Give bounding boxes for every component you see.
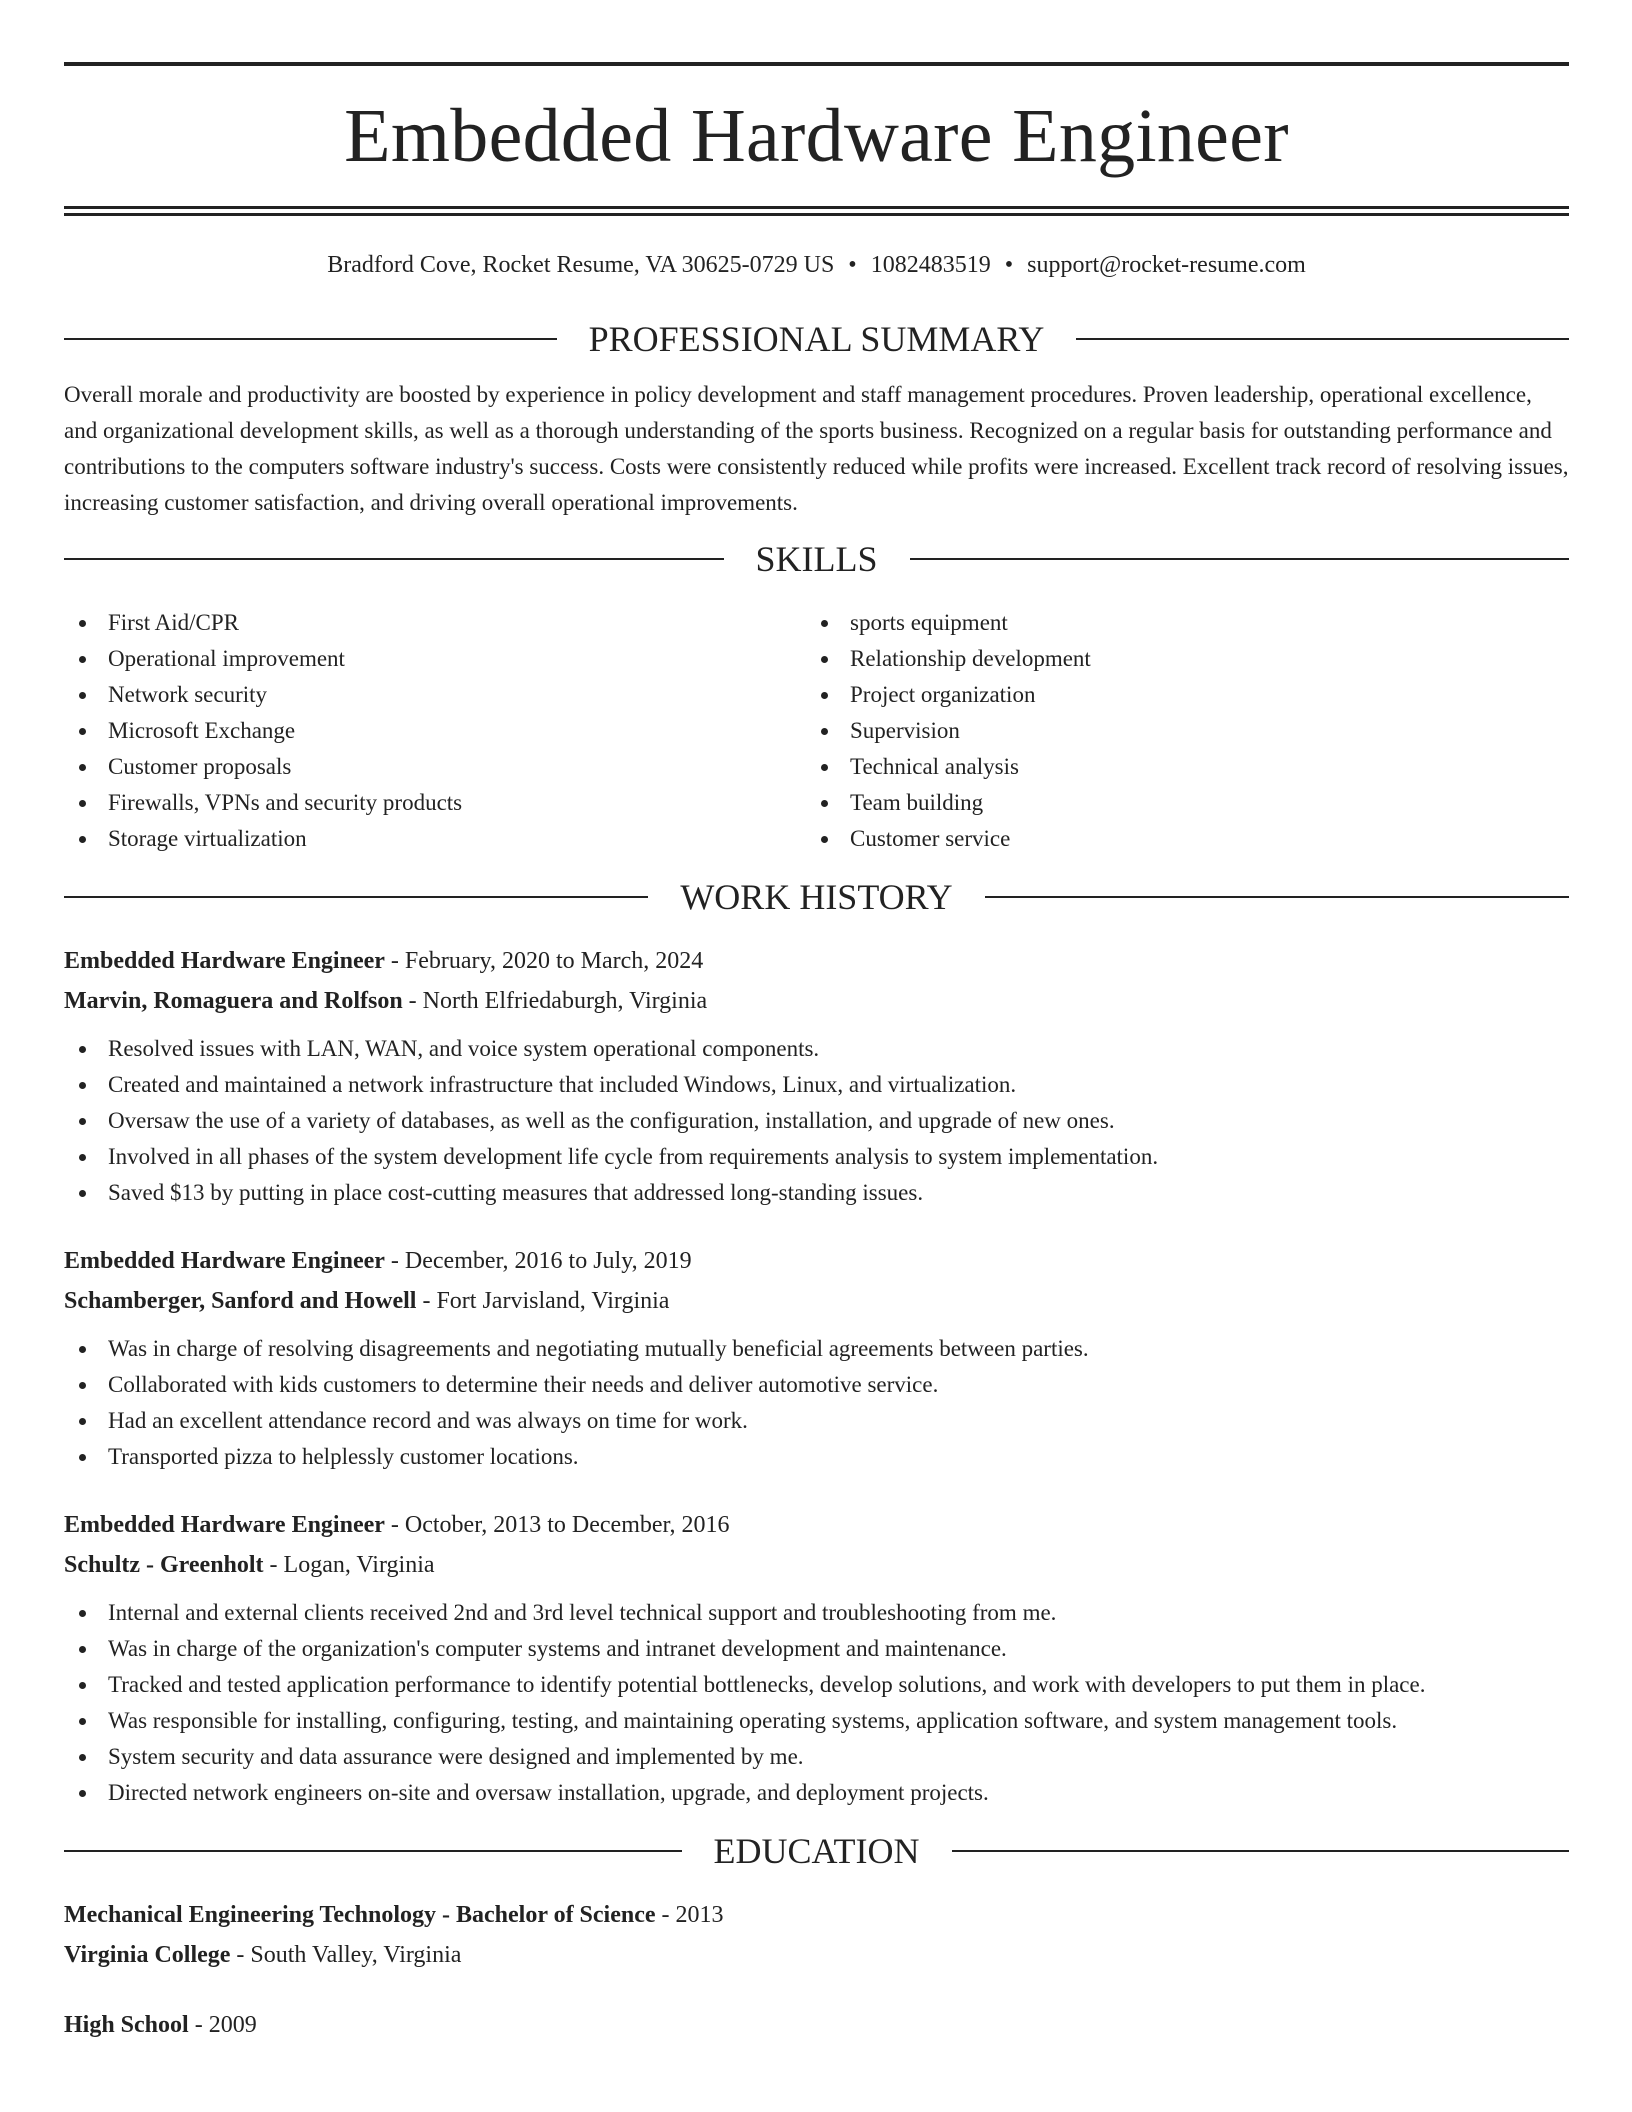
skill-item: Network security bbox=[64, 677, 806, 713]
job-bullet: Had an excellent attendance record and was always on time for work. bbox=[64, 1403, 1569, 1439]
job-bullet: Transported pizza to helplessly customer locations. bbox=[64, 1439, 1569, 1475]
job-bullet: Was responsible for installing, configuring, testing, and maintaining operating systems, application software, and system management tools. bbox=[64, 1703, 1569, 1739]
job-bullet: Saved $13 by putting in place cost-cutting measures that addressed long-standing issues. bbox=[64, 1175, 1569, 1211]
job-dates: - October, 2013 to December, 2016 bbox=[384, 1512, 730, 1538]
job-bullet: Internal and external clients received 2nd and 3rd level technical support and troubleshooting from me. bbox=[64, 1595, 1569, 1631]
skill-item: First Aid/CPR bbox=[64, 605, 806, 641]
education-degree: High School bbox=[64, 2012, 189, 2038]
job-bullet: Oversaw the use of a variety of databases, as well as the configuration, installation, and upgrade of new ones. bbox=[64, 1103, 1569, 1139]
skill-item: Project organization bbox=[806, 677, 1548, 713]
heading-rule bbox=[985, 896, 1569, 898]
work-section-title: WORK HISTORY bbox=[680, 877, 953, 917]
job-dates: - December, 2016 to July, 2019 bbox=[384, 1248, 692, 1274]
skills-section-heading bbox=[64, 539, 1569, 579]
education-degree-line bbox=[64, 1895, 1569, 1935]
top-rule bbox=[64, 62, 1569, 66]
job-title: Embedded Hardware Engineer bbox=[64, 948, 385, 974]
education-year: - 2009 bbox=[188, 2012, 257, 2038]
education-location: - South Valley, Virginia bbox=[230, 1942, 462, 1968]
job-bullet: Collaborated with kids customers to determine their needs and deliver automotive service. bbox=[64, 1367, 1569, 1403]
contact-email: support@rocket-resume.com bbox=[1027, 252, 1306, 278]
job-entry bbox=[64, 1241, 1569, 1475]
heading-rule bbox=[64, 896, 648, 898]
skill-item: Customer service bbox=[806, 821, 1548, 857]
heading-rule bbox=[64, 338, 557, 340]
job-bullets bbox=[64, 1031, 1569, 1211]
education-section-heading bbox=[64, 1831, 1569, 1871]
job-location: - Fort Jarvisland, Virginia bbox=[416, 1288, 670, 1314]
resume-page bbox=[64, 62, 1569, 2045]
contact-address: Bradford Cove, Rocket Resume, VA 30625-0729 US bbox=[327, 252, 835, 278]
job-title-line bbox=[64, 1241, 1569, 1281]
job-company-line bbox=[64, 1545, 1569, 1585]
job-title-line bbox=[64, 1505, 1569, 1545]
skills-section-title: SKILLS bbox=[755, 539, 878, 579]
job-company-line bbox=[64, 981, 1569, 1021]
title-double-rule bbox=[64, 206, 1569, 216]
education-school-line bbox=[64, 1935, 1569, 1975]
job-company: Marvin, Romaguera and Rolfson bbox=[64, 988, 403, 1014]
contact-line bbox=[64, 250, 1569, 280]
skills-list bbox=[64, 605, 1569, 857]
education-entry bbox=[64, 2005, 1569, 2045]
education-section-title: EDUCATION bbox=[713, 1831, 920, 1871]
job-entry bbox=[64, 1505, 1569, 1811]
job-company: Schultz - Greenholt bbox=[64, 1552, 264, 1578]
job-company-line bbox=[64, 1281, 1569, 1321]
job-bullet: Resolved issues with LAN, WAN, and voice system operational components. bbox=[64, 1031, 1569, 1067]
job-location: - Logan, Virginia bbox=[263, 1552, 435, 1578]
job-bullet: Created and maintained a network infrastructure that included Windows, Linux, and virtualization. bbox=[64, 1067, 1569, 1103]
heading-rule bbox=[910, 558, 1570, 560]
heading-rule bbox=[1076, 338, 1569, 340]
job-title-line bbox=[64, 941, 1569, 981]
job-bullet: Directed network engineers on-site and oversaw installation, upgrade, and deployment projects. bbox=[64, 1775, 1569, 1811]
skill-item: Technical analysis bbox=[806, 749, 1548, 785]
job-bullet: Was in charge of the organization's computer systems and intranet development and maintenance. bbox=[64, 1631, 1569, 1667]
education-degree: Mechanical Engineering Technology - Bachelor of Science bbox=[64, 1902, 656, 1928]
skill-item: Team building bbox=[806, 785, 1548, 821]
summary-section-heading bbox=[64, 319, 1569, 359]
heading-rule bbox=[64, 558, 724, 560]
education-school: Virginia College bbox=[64, 1942, 231, 1968]
skills-column-left bbox=[64, 605, 806, 857]
skill-item: Operational improvement bbox=[64, 641, 806, 677]
job-title: Embedded Hardware Engineer bbox=[64, 1248, 385, 1274]
job-bullet: Tracked and tested application performance to identify potential bottlenecks, develop solutions, and work with developers to put them in place. bbox=[64, 1667, 1569, 1703]
job-bullet: Involved in all phases of the system development life cycle from requirements analysis to system implementation. bbox=[64, 1139, 1569, 1175]
heading-rule bbox=[952, 1850, 1570, 1852]
job-bullets bbox=[64, 1331, 1569, 1475]
education-degree-line bbox=[64, 2005, 1569, 2045]
job-location: - North Elfriedaburgh, Virginia bbox=[402, 988, 708, 1014]
contact-phone: 1082483519 bbox=[870, 252, 991, 278]
contact-separator: • bbox=[1004, 252, 1014, 278]
job-entry bbox=[64, 941, 1569, 1211]
skill-item: Firewalls, VPNs and security products bbox=[64, 785, 806, 821]
skill-item: Microsoft Exchange bbox=[64, 713, 806, 749]
skills-column-right bbox=[806, 605, 1548, 857]
skill-item: Supervision bbox=[806, 713, 1548, 749]
skill-item: sports equipment bbox=[806, 605, 1548, 641]
heading-rule bbox=[64, 1850, 682, 1852]
job-bullet: System security and data assurance were designed and implemented by me. bbox=[64, 1739, 1569, 1775]
job-bullets bbox=[64, 1595, 1569, 1811]
work-section-heading bbox=[64, 877, 1569, 917]
job-company: Schamberger, Sanford and Howell bbox=[64, 1288, 417, 1314]
education-year: - 2013 bbox=[655, 1902, 724, 1928]
job-title: Embedded Hardware Engineer bbox=[64, 1512, 385, 1538]
summary-text: Overall morale and productivity are boosted by experience in policy development and staff management procedures. Proven leadership, operational excellence, and organizational development skills, as well as a thorough understanding of the sports business. Recognized on a regular basis for outstanding performance and contributions to the computers software industry's success. Costs were consistently reduced while profits were increased. Excellent track record of resolving issues, increasing customer satisfaction, and driving overall operational improvements. bbox=[64, 382, 1569, 515]
job-bullet: Was in charge of resolving disagreements and negotiating mutually beneficial agreements between parties. bbox=[64, 1331, 1569, 1367]
education-entry bbox=[64, 1895, 1569, 1975]
skill-item: Customer proposals bbox=[64, 749, 806, 785]
contact-separator: • bbox=[848, 252, 857, 278]
skill-item: Storage virtualization bbox=[64, 821, 806, 857]
resume-title: Embedded Hardware Engineer bbox=[344, 94, 1289, 178]
skill-item: Relationship development bbox=[806, 641, 1548, 677]
summary-section-title: PROFESSIONAL SUMMARY bbox=[588, 319, 1045, 359]
job-dates: - February, 2020 to March, 2024 bbox=[384, 948, 704, 974]
